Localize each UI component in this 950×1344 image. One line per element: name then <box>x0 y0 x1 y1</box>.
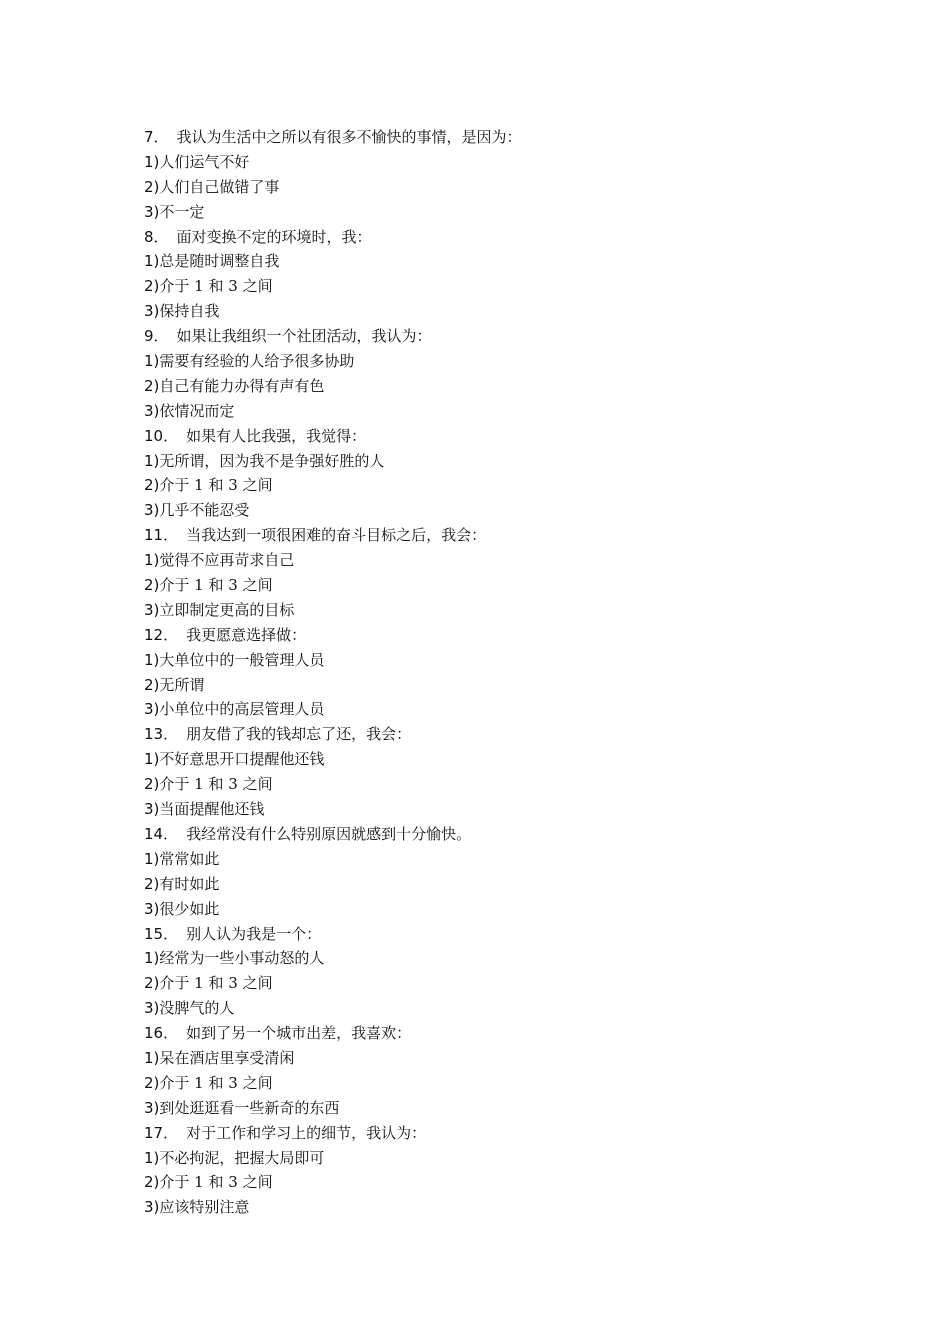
option-text: 介于 1 和 3 之间 <box>159 476 273 495</box>
option-line <box>144 847 844 872</box>
option-line <box>144 573 844 598</box>
option-number: 3) <box>144 501 160 520</box>
option-text: 不好意思开口提醒他还钱 <box>159 750 325 769</box>
option-text: 无所谓，因为我不是争强好胜的人 <box>159 451 385 470</box>
question-10 <box>144 424 844 449</box>
option-number: 1) <box>144 750 160 769</box>
option-text: 介于 1 和 3 之间 <box>159 974 273 993</box>
option-text: 依情况而定 <box>159 401 235 420</box>
option-number: 1) <box>144 949 160 968</box>
option-number: 1) <box>144 1148 160 1167</box>
option-text: 介于 1 和 3 之间 <box>159 576 273 595</box>
option-text: 觉得不应再苛求自己 <box>159 551 295 570</box>
option-text: 介于 1 和 3 之间 <box>159 1073 273 1092</box>
option-text: 几乎不能忍受 <box>159 501 250 520</box>
option-line <box>144 1096 844 1121</box>
option-number: 3) <box>144 1098 160 1117</box>
option-number: 2) <box>144 675 160 694</box>
option-text: 不必拘泥，把握大局即可 <box>159 1148 325 1167</box>
option-line <box>144 150 844 175</box>
option-line <box>144 797 844 822</box>
question-text: 我认为生活中之所以有很多不愉快的事情，是因为： <box>176 128 522 146</box>
option-text: 呆在酒店里享受清闲 <box>159 1048 295 1067</box>
option-line <box>144 648 844 673</box>
question-15 <box>144 922 844 947</box>
option-number: 2) <box>144 874 160 893</box>
option-number: 2) <box>144 1173 160 1192</box>
option-line <box>144 996 844 1021</box>
question-text: 我更愿意选择做： <box>186 625 307 644</box>
option-text: 人们自己做错了事 <box>159 177 280 196</box>
option-number: 1) <box>144 1048 160 1067</box>
option-text: 当面提醒他还钱 <box>159 800 265 819</box>
question-text: 我经常没有什么特别原因就感到十分愉快。 <box>186 824 472 843</box>
option-text: 自己有能力办得有声有色 <box>159 376 325 395</box>
question-number: 10． <box>144 426 179 445</box>
option-text: 介于 1 和 3 之间 <box>159 1173 273 1192</box>
option-line <box>144 1071 844 1096</box>
question-text: 朋友借了我的钱却忘了还，我会： <box>186 725 412 744</box>
option-text: 立即制定更高的目标 <box>159 600 295 619</box>
option-number: 1) <box>144 451 160 470</box>
question-7 <box>144 125 844 150</box>
option-number: 2) <box>144 974 160 993</box>
question-number: 14． <box>144 824 179 843</box>
option-text: 经常为一些小事动怒的人 <box>159 949 325 968</box>
question-number: 8． <box>144 227 169 246</box>
option-line <box>144 200 844 225</box>
option-number: 3) <box>144 999 160 1018</box>
option-text: 常常如此 <box>159 849 220 868</box>
question-number: 13． <box>144 725 179 744</box>
option-text: 介于 1 和 3 之间 <box>159 277 273 296</box>
option-line <box>144 971 844 996</box>
option-line <box>144 772 844 797</box>
question-text: 面对变换不定的环境时，我： <box>176 227 372 246</box>
option-number: 2) <box>144 476 160 495</box>
option-text: 总是随时调整自我 <box>159 252 280 271</box>
question-text: 当我达到一项很困难的奋斗目标之后，我会： <box>186 526 487 545</box>
option-number: 3) <box>144 1198 160 1217</box>
option-line <box>144 175 844 200</box>
option-number: 1) <box>144 152 160 171</box>
option-text: 应该特别注意 <box>159 1198 250 1217</box>
option-number: 3) <box>144 401 160 420</box>
option-line <box>144 697 844 722</box>
option-line <box>144 473 844 498</box>
option-text: 介于 1 和 3 之间 <box>159 775 273 794</box>
question-number: 15． <box>144 924 179 943</box>
option-number: 3) <box>144 202 160 221</box>
option-line <box>144 449 844 474</box>
option-text: 无所谓 <box>159 675 205 694</box>
option-number: 1) <box>144 352 160 371</box>
option-line <box>144 747 844 772</box>
option-number: 3) <box>144 899 160 918</box>
option-number: 3) <box>144 800 160 819</box>
option-line <box>144 598 844 623</box>
option-line <box>144 399 844 424</box>
option-line <box>144 1046 844 1071</box>
option-number: 1) <box>144 849 160 868</box>
question-number: 11． <box>144 526 179 545</box>
option-number: 3) <box>144 302 160 321</box>
option-text: 小单位中的高层管理人员 <box>159 700 325 719</box>
option-line <box>144 374 844 399</box>
question-number: 9． <box>144 327 169 346</box>
question-14 <box>144 822 844 847</box>
option-text: 大单位中的一般管理人员 <box>159 650 325 669</box>
option-line <box>144 872 844 897</box>
question-number: 12． <box>144 625 179 644</box>
question-9 <box>144 324 844 349</box>
option-number: 2) <box>144 177 160 196</box>
option-text: 没脾气的人 <box>159 999 235 1018</box>
option-number: 3) <box>144 600 160 619</box>
question-text: 如到了另一个城市出差，我喜欢： <box>186 1024 412 1043</box>
option-number: 2) <box>144 1073 160 1092</box>
option-line <box>144 274 844 299</box>
option-number: 1) <box>144 252 160 271</box>
question-11 <box>144 523 844 548</box>
question-text: 别人认为我是一个： <box>186 924 322 943</box>
option-line <box>144 498 844 523</box>
question-text: 对于工作和学习上的细节，我认为： <box>186 1123 427 1142</box>
option-number: 1) <box>144 551 160 570</box>
option-line <box>144 673 844 698</box>
option-number: 3) <box>144 700 160 719</box>
option-text: 到处逛逛看一些新奇的东西 <box>159 1098 340 1117</box>
question-8 <box>144 225 844 250</box>
option-line <box>144 1195 844 1220</box>
option-number: 1) <box>144 650 160 669</box>
question-number: 17． <box>144 1123 179 1142</box>
question-text: 如果让我组织一个社团活动，我认为： <box>176 327 432 346</box>
option-line <box>144 249 844 274</box>
question-16 <box>144 1021 844 1046</box>
option-text: 保持自我 <box>159 302 220 321</box>
option-text: 需要有经验的人给予很多协助 <box>159 352 355 371</box>
option-number: 2) <box>144 277 160 296</box>
option-line <box>144 548 844 573</box>
option-line <box>144 299 844 324</box>
question-number: 7． <box>144 128 169 146</box>
option-line <box>144 897 844 922</box>
option-line <box>144 946 844 971</box>
question-text: 如果有人比我强，我觉得： <box>186 426 367 445</box>
question-number: 16． <box>144 1024 179 1043</box>
option-line <box>144 1146 844 1171</box>
question-17 <box>144 1121 844 1146</box>
option-text: 很少如此 <box>159 899 220 918</box>
option-line <box>144 1170 844 1195</box>
option-number: 2) <box>144 376 160 395</box>
option-line <box>144 349 844 374</box>
option-text: 人们运气不好 <box>159 152 250 171</box>
question-13 <box>144 722 844 747</box>
option-number: 2) <box>144 576 160 595</box>
option-text: 有时如此 <box>159 874 220 893</box>
option-text: 不一定 <box>159 202 205 221</box>
document-page <box>144 125 844 1220</box>
option-number: 2) <box>144 775 160 794</box>
question-12 <box>144 623 844 648</box>
